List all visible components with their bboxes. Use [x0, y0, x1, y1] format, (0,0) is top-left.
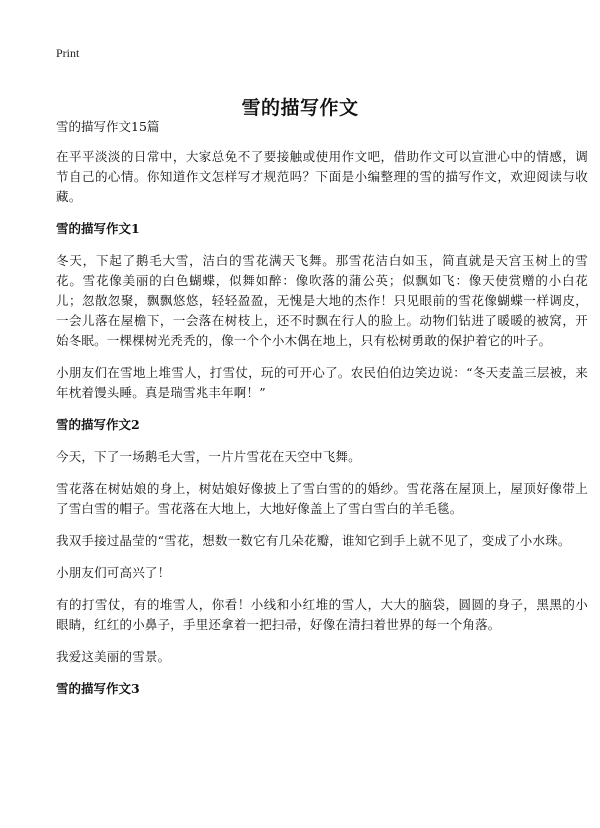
- section-heading-3: 雪的描写作文3: [56, 681, 140, 696]
- article-subtitle: 雪的描写作文15篇: [56, 119, 160, 134]
- article-body: [56, 117, 588, 711]
- section-2-paragraph-5: 有的打雪仗，有的堆雪人，你看！小线和小红堆的雪人，大大的脑袋，圆圆的身子，黑黑的小眼睛，红红的小鼻子，手里还拿着一把扫帚，好像在清扫着世界的每一个角落。: [56, 597, 588, 632]
- section-heading-1: 雪的描写作文1: [56, 221, 140, 236]
- print-link[interactable]: Print: [56, 46, 80, 60]
- section-1-paragraph-2: 小朋友们在雪地上堆雪人，打雪仗，玩的可开心了。农民伯伯边笑边说：“冬天麦盖三层被，来年枕着馒头睡。真是瑞雪兆丰年啊！”: [56, 365, 588, 400]
- section-1-paragraph-1: 冬天，下起了鹅毛大雪，洁白的雪花满天飞舞。那雪花洁白如玉，简直就是天宫玉树上的雪花。雪花像美丽的白色蝴蝶，似舞如醉：像吹落的蒲公英；似飘如飞：像天使赏赠的小白花儿；忽散忽聚，飘飘悠悠，轻轻盈盈，无愧是大地的杰作！只见眼前的雪花像蝴蝶一样调皮，一会儿落在屋檐下，一会落在树枝上，还不时飘在行人的脸上。动物们钻进了暖暖的被窝，开始冬眠。一棵棵树光秃秃的，像一个个小木偶在地上，只有松树勇敢的保护着它的叶子。: [56, 253, 588, 348]
- section-2-paragraph-1: 今天，下了一场鹅毛大雪，一片片雪花在天空中飞舞。: [56, 449, 361, 464]
- section-2-paragraph-4: 小朋友们可高兴了！: [56, 565, 171, 580]
- section-2-paragraph-6: 我爱这美丽的雪景。: [56, 649, 171, 664]
- intro-paragraph: 在平平淡淡的日常中，大家总免不了要接触或使用作文吧，借助作文可以宣泄心中的情感，调节自己的心情。你知道作文怎样写才规范吗？下面是小编整理的雪的描写作文，欢迎阅读与收藏。: [56, 149, 588, 204]
- page-title: 雪的描写作文: [241, 96, 359, 119]
- section-2-paragraph-3: 我双手接过晶莹的“雪花，想数一数它有几朵花瓣，谁知它到手上就不见了，变成了小水珠。: [56, 533, 571, 548]
- section-heading-2: 雪的描写作文2: [56, 417, 140, 432]
- section-2-paragraph-2: 雪花落在树姑娘的身上，树姑娘好像披上了雪白雪的的婚纱。雪花落在屋顶上，屋顶好像带上了雪白雪的帽子。雪花落在大地上，大地好像盖上了雪白雪白的羊毛毯。: [56, 481, 588, 516]
